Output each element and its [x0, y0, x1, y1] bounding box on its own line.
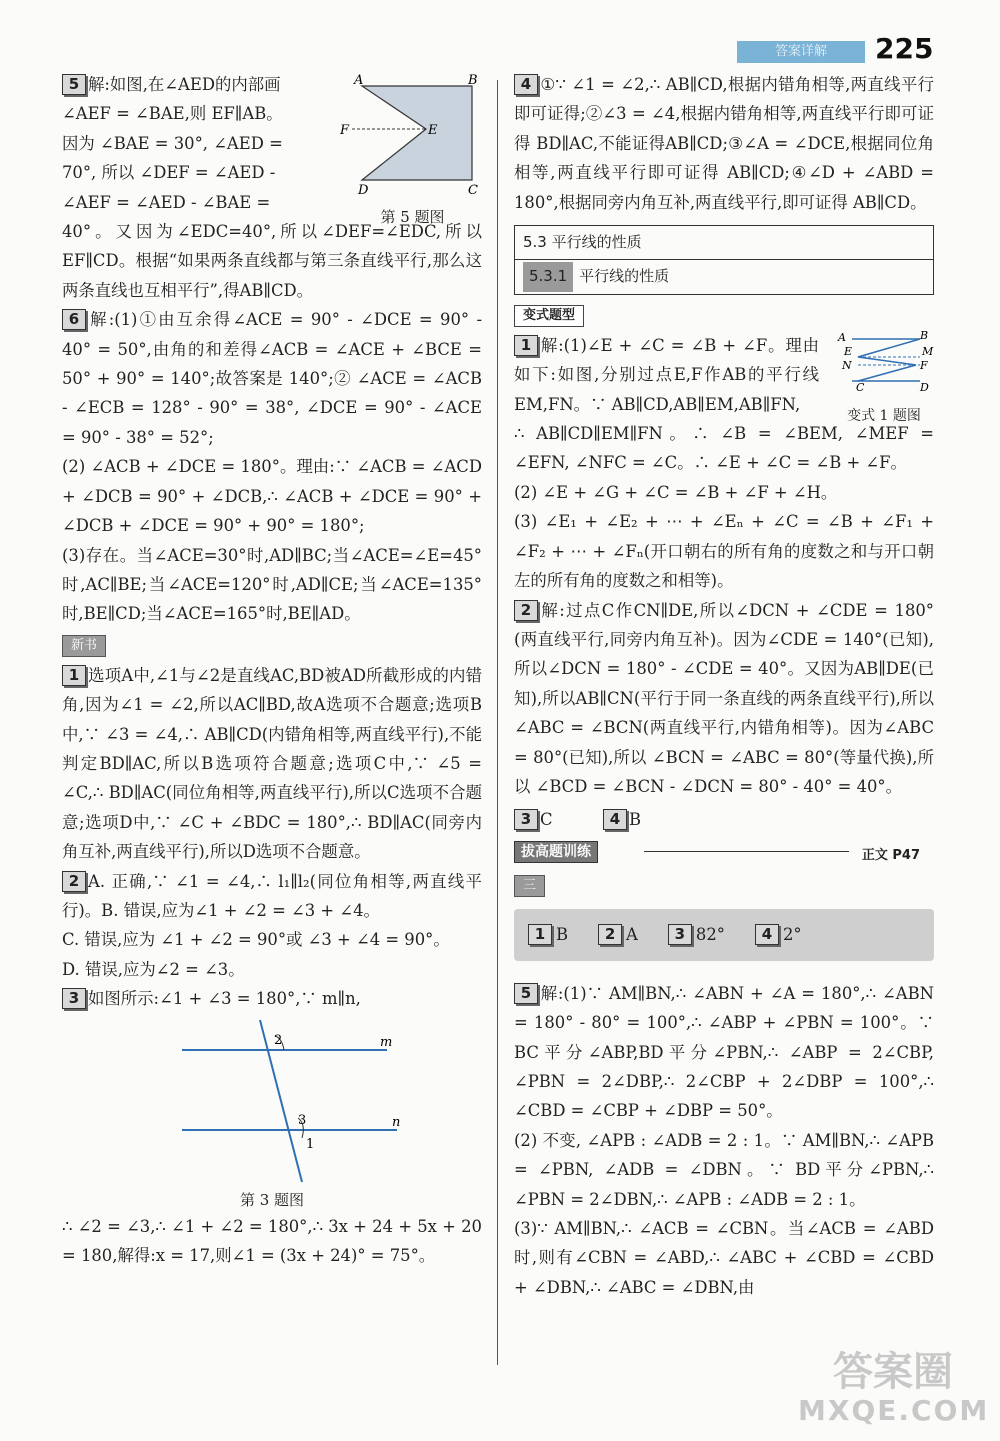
v4-number: 4: [603, 809, 627, 830]
q6-number: 6: [62, 309, 86, 330]
strip-number: 3: [668, 924, 692, 945]
a2-line: D. 错误,应为∠2 = ∠3。: [62, 959, 245, 979]
a3-figure-caption: 第 3 题图: [239, 1190, 305, 1209]
t5-part2: (2) 不变, ∠APB : ∠ADB = 2 : 1。∵ AM∥BN,∴ ∠APB = ∠PBN, ∠ADB = ∠DBN。∵ BD平分∠PBN,∴ ∠PBN = 2∠DBN,∴ ∠APB : ∠ADB = 2 : 1。: [514, 1130, 934, 1209]
q5-label-e: E: [428, 123, 438, 138]
v1-number: 1: [514, 335, 538, 356]
a3-angle-3: 3: [298, 1112, 307, 1128]
q5-label-f: F: [340, 123, 350, 138]
a3-figure: [62, 1014, 482, 1212]
watermark-logo: [798, 1349, 988, 1435]
v1-label-e: E: [844, 344, 853, 358]
a1-text: 选项A中,∠1与∠2是直线AC,BD被AD所截形成的内错角,因为∠1 = ∠2,所以AC∥BD,故A选项不合题意;选项B中,∵ ∠3 = ∠4,∴ AB∥CD(内错角相等,两直线平行),不能判定BD∥AC,所以B选项符合题意;选项C中,∵ ∠5 = ∠C,∴ BD∥AC(同位角相等,两直线平行),所以C选项不合题意;选项D中,∵ ∠C + ∠BDC = 180°,∴ BD∥AC(同旁内角互补,两直线平行),所以D选项不合题意。: [62, 665, 482, 862]
subsection-number: 5.3.1: [523, 262, 573, 291]
new-book-tag: 新书: [62, 635, 106, 657]
a2-line: A. 正确,∵ ∠1 = ∠4,∴ l₁∥l₂(同位角相等,两直线平行)。B. 错误,应为∠1 + ∠2 = ∠3 + ∠4。: [62, 871, 482, 920]
v1-label-m: M: [922, 344, 934, 358]
answer-strip: [514, 909, 934, 961]
header-section-label: 答案详解: [737, 41, 865, 63]
q4-text: ①∵ ∠1 = ∠2,∴ AB∥CD,根据内错角相等,两直线平行即可证得;②∠3 = ∠4,根据内错角相等,两直线平行即可证得 BD∥AC,不能证得AB∥CD;③∠A = ∠DCE,根据同位角相等,两直线平行即可证得 AB∥CD;④∠D + ∠ABD = 180°,根据同旁内角互补,两直线平行,即可证得 AB∥CD。: [514, 75, 934, 212]
v2-text: 解:过点C作CN∥DE,所以∠DCN + ∠CDE = 180°(两直线平行,同旁内角互补)。因为∠CDE = 140°(已知),所以∠DCN = 180° - ∠CDE = 40°。又因为AB∥DE(已知),所以AB∥CN(平行于同一条直线的两条直线平行),所以∠ABC = ∠BCN(两直线平行,内错角相等)。因为∠ABC = 80°(已知),所以 ∠BCN = ∠ABC = 80°(等量代换),所以 ∠BCD = ∠BCN - ∠DCN = 80° - 40° = 40°。: [514, 600, 934, 796]
a3-intro: 如图所示:∠1 + ∠3 = 180°,∵ m∥n,: [88, 989, 361, 1009]
v1-label-a: A: [838, 330, 846, 344]
v1-label-b: B: [920, 330, 929, 342]
watermark-line1: 答案圈: [833, 1349, 953, 1395]
q5-line: 因为 ∠BAE = 30°, ∠AED =: [62, 133, 283, 153]
strip-answer: B: [556, 925, 569, 945]
strip-answer: 2°: [782, 925, 802, 945]
a2-number: 2: [62, 871, 86, 892]
training-banner: [514, 841, 934, 863]
subsection-title: 平行线的性质: [579, 267, 670, 286]
v1-label-c: C: [856, 380, 865, 393]
q4-number: 4: [514, 74, 538, 95]
section-title: 5.3 平行线的性质: [515, 226, 933, 260]
q5-label-a: A: [354, 74, 364, 88]
a3-diagram: [62, 1014, 482, 1184]
q5-number: 5: [62, 74, 86, 95]
training-page-ref: 正文 P47: [861, 847, 920, 863]
small-tag: 三: [514, 875, 545, 897]
t5-part3: (3)∵ AM∥BN,∴ ∠ACB = ∠CBN。当∠ACB = ∠ABD时,则有∠CBN = ∠ABD,∴ ∠ABC + ∠CBD = ∠CBD + ∠DBN,∴ ∠ABC = ∠DBN,由: [514, 1219, 934, 1297]
training-rule: [644, 851, 849, 852]
v1-block: [514, 330, 934, 425]
q5-rest: 40°。又因为∠EDC=40°,所以∠DEF=∠EDC,所以EF∥CD。根据“如果两条直线都与第三条直线平行,那么这两条直线也互相平行”,得AB∥CD。: [62, 222, 482, 300]
v1-figure: [834, 330, 934, 425]
v1-label-n: N: [842, 358, 852, 372]
v1-figure-caption: 变式 1 题图: [847, 408, 921, 425]
a3-line-n: n: [392, 1114, 401, 1130]
a2-line: C. 错误,应为 ∠1 + ∠2 = 90°或 ∠3 + ∠4 = 90°。: [62, 930, 450, 950]
a3-angle-1: 1: [306, 1136, 315, 1152]
column-divider: [497, 80, 498, 1365]
v1-label-f: F: [920, 358, 928, 372]
v1-diagram: [834, 331, 934, 393]
t5-part1: 解:(1)∵ AM∥BN,∴ ∠ABN + ∠A = 180°,∴ ∠ABN = 180° - 80° = 100°,∴ ∠ABP + ∠PBN = 100°。∵ BC平分∠ABP,BD平分∠PBN,∴ ∠ABP = 2∠CBP, ∠PBN = 2∠DBP,∴ 2∠CBP + 2∠DBP = 100°,∴ ∠CBD = ∠CBP + ∠DBP = 50°。: [514, 983, 934, 1121]
q5-line: ∠AEF = ∠BAE,则 EF∥AB。: [62, 104, 283, 124]
v3-number: 3: [514, 809, 538, 830]
v1-part1: 解:(1)∠E + ∠C = ∠B + ∠F。理由如下:如图,分别过点E,F作AB的平行线EM,FN。∵ AB∥CD,AB∥EM,AB∥FN,: [514, 335, 819, 414]
section-heading-box: [514, 225, 934, 295]
v3-answer: C: [540, 810, 553, 830]
left-column: [62, 70, 482, 1270]
training-label: 拔高题训练: [514, 841, 598, 863]
q5-line: ∠AEF = ∠AED - ∠BAE =: [62, 192, 271, 212]
a1-number: 1: [62, 665, 86, 686]
q5-figure: [340, 74, 485, 227]
v2-number: 2: [514, 600, 538, 621]
a3-line-m: m: [380, 1034, 393, 1050]
v1-part3: (3) ∠E₁ + ∠E₂ + ⋯ + ∠Eₙ + ∠C = ∠B + ∠F₁ + ∠F₂ + ⋯ + ∠Fₙ(开口朝右的所有角的度数之和与开口朝左的所有角的度数之和相等)。: [514, 512, 934, 591]
q5-diagram: [340, 74, 485, 194]
q5-figure-caption: 第 5 题图: [380, 208, 445, 227]
right-column: [514, 70, 934, 1302]
q5-label-d: D: [358, 183, 369, 194]
q6-part3: (3)存在。当∠ACE=30°时,AD∥BC;当∠ACE=∠E=45°时,AC∥BE;当∠ACE=120°时,AD∥CE;当∠ACE=135°时,BE∥CD;当∠ACE=165°时,BE∥AD。: [62, 545, 482, 624]
a3-number: 3: [62, 988, 86, 1009]
v1-label-d: D: [920, 380, 929, 393]
a3-rest: ∴ ∠2 = ∠3,∴ ∠1 + ∠2 = 180°,∴ 3x + 24 + 5x + 20 = 180,解得:x = 17,则∠1 = (3x + 24)° = 75°。: [62, 1216, 482, 1265]
q5-label-c: C: [468, 183, 478, 194]
v1-part1b: ∴ AB∥CD∥EM∥FN。∴ ∠B = ∠BEM, ∠MEF = ∠EFN, ∠NFC = ∠C。∴ ∠E + ∠C = ∠B + ∠F。: [514, 424, 934, 473]
q6-part1: 解:(1)①由互余得∠ACE = 90° - ∠DCE = 90° - 40° = 50°,由角的和差得∠ACB = ∠ACE + ∠BCE = 50° + 90° = 140°;故答案是 140°;② ∠ACE = ∠ACB - ∠ECB = 128° - 90° = 38°, ∠DCE = 90° - ∠ACE = 90° - 38° = 52°;: [62, 310, 482, 447]
q6-part2: (2) ∠ACB + ∠DCE = 180°。理由:∵ ∠ACB = ∠ACD + ∠DCB = 90° + ∠DCB,∴ ∠ACB + ∠DCE = 90° + ∠DCB + ∠DCE = 90° + 90° = 180°;: [62, 457, 482, 536]
v4-answer: B: [628, 810, 642, 830]
q5-block: [62, 70, 482, 227]
strip-number: 4: [755, 924, 779, 945]
watermark-line2: MXQE.COM: [798, 1394, 990, 1427]
strip-number: 1: [528, 924, 552, 945]
t5-number: 5: [514, 983, 538, 1004]
variant-tag: 变式题型: [514, 305, 584, 327]
strip-answer: 82°: [695, 925, 725, 945]
a3-angle-2: 2: [274, 1032, 283, 1048]
q5-line: 70°, 所以 ∠DEF = ∠AED -: [62, 163, 276, 183]
page-number: 225: [875, 32, 934, 65]
strip-number: 2: [598, 924, 622, 945]
strip-answer: A: [626, 925, 638, 945]
q5-line: 解:如图,在∠AED的内部画: [88, 75, 281, 94]
q5-label-b: B: [468, 74, 478, 88]
v1-part2: (2) ∠E + ∠G + ∠C = ∠B + ∠F + ∠H。: [514, 482, 838, 502]
